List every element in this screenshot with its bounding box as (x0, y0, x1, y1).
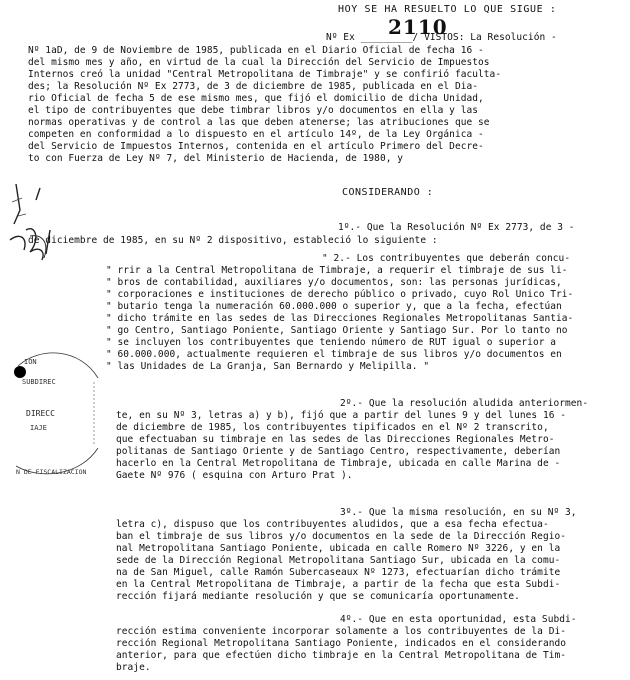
quote-line: " rrir a la Central Metropolitana de Timbraje, a requerir el timbraje de sus li- (106, 265, 568, 276)
paragraph-line: te, en su Nº 3, letras a) y b), fijó que a partir del lunes 9 y del lunes 16 - (116, 410, 567, 421)
paragraph-line: na de San Miguel, calle Ramón Subercaseaux Nº 1273, efectuarían dicho trámite (116, 567, 561, 578)
paragraph-line: 2º.- Que la resolución aludida anteriormen- (340, 398, 589, 409)
paragraph-line: rección Regional Metropolitana Santiago Poniente, indicados en el considerando (116, 638, 567, 649)
paragraph-line: anterior, para que efectúen dicho timbraje en la Central Metropolitana de Tim- (116, 650, 567, 661)
quote-line: " bros de contabilidad, auxiliares y/o documentos, son: las personas jurídicas, (106, 277, 562, 288)
quote-line: " corporaciones e instituciones de derecho público o privado, cuyo Rol Unico Tri- (106, 289, 574, 300)
vistos-line: Internos creó la unidad "Central Metropolitana de Timbraje" y se confirió faculta- (28, 69, 502, 80)
paragraph-line: Gaete Nº 976 ( esquina con Arturo Prat ). (116, 470, 353, 481)
handwritten-scribble (6, 180, 64, 280)
paragraph-line: braje. (116, 662, 151, 673)
paragraph-line: de diciembre de 1985, los contribuyentes tipificados en el Nº 2 transcrito, (116, 422, 549, 433)
vistos-line: des; la Resolución Nº Ex 2773, de 3 de diciembre de 1985, publicada en el Dia- (28, 81, 479, 92)
quote-line: " go Centro, Santiago Poniente, Santiago Oriente y Santiago Sur. Por lo tanto no (106, 325, 568, 336)
paragraph-line: 4º.- Que en esta oportunidad, esta Subdi- (340, 614, 577, 625)
paragraph-line: rección estima conveniente incorporar solamente a los contribuyentes de la Di- (116, 626, 567, 637)
vistos-line: normas operativas y de control a las que deben atenerse; las atribuciones que se (28, 117, 490, 128)
quote-line: " butario tenga la numeración 60.000.000 o superior y, que a la fecha, efectúan (106, 301, 562, 312)
paragraph-line: nal Metropolitana Santiago Poniente, ubicada en calle Romero Nº 3226, y en la (116, 543, 561, 554)
paragraph-line: que efectuaban su timbraje en las sedes de las Direcciones Regionales Metro- (116, 434, 555, 445)
quote-line: " 2.- Los contribuyentes que deberán concu- (322, 253, 571, 264)
quote-line: " dicho trámite en las sedes de las Direcciones Regionales Metropolitanas Santia- (106, 313, 574, 324)
paragraph-line: de diciembre de 1985, en su Nº 2 dispositivo, estableció lo siguiente : (28, 235, 438, 246)
paragraph-line: 1º.- Que la Resolución Nº Ex 2773, de 3 - (338, 222, 575, 233)
paragraph-line: sede de la Dirección Regional Metropolitana Santiago Sur, ubicada en la comu- (116, 555, 561, 566)
vistos-line: del Servicio de Impuestos Internos, contenida en el artículo Primero del Decre- (28, 141, 484, 152)
vistos-line: competen en conformidad a lo dispuesto en el artículo 14º, de la Ley Orgánica - (28, 129, 484, 140)
vistos-line: del mismo mes y año, en virtud de la cual la Dirección del Servicio de Impuestos (28, 57, 490, 68)
vistos-line: Nº 1aD, de 9 de Noviembre de 1985, publicada en el Diario Oficial de fecha 16 - (28, 45, 484, 56)
considerando-heading: CONSIDERANDO : (342, 187, 434, 198)
svg-text:IAJE: IAJE (30, 424, 47, 432)
svg-text:SUBDIREC: SUBDIREC (22, 378, 56, 386)
quote-line: " 60.000.000, actualmente requieren el timbraje de sus libros y/o documentos en (106, 349, 562, 360)
vistos-line: to con Fuerza de Ley Nº 7, del Ministerio de Hacienda, de 1980, y (28, 153, 404, 164)
svg-text:DIRECC: DIRECC (26, 409, 55, 418)
paragraph-line: hacerlo en la Central Metropolitana de Timbraje, ubicada en calle Marina de - (116, 458, 561, 469)
paragraph-line: rección fijará mediante resolución y que se comunicaría oportunamente. (116, 591, 520, 602)
document-header: HOY SE HA RESUELTO LO QUE SIGUE : (338, 4, 557, 15)
quote-line: " se incluyen los contribuyentes que teniendo número de RUT igual o superior a (106, 337, 557, 348)
vistos-line: el tipo de contribuyentes que debe timbrar libros y/o documentos en ella y las (28, 105, 479, 116)
svg-text:ION: ION (24, 358, 37, 366)
resolution-number: 2110 (388, 15, 448, 39)
paragraph-line: 3º.- Que la misma resolución, en su Nº 3, (340, 507, 577, 518)
paragraph-line: letra c), dispuso que los contribuyentes aludidos, que a esa fecha efectua- (116, 519, 549, 530)
paragraph-line: ban el timbraje de sus libros y/o documentos en la sede de la Dirección Regio- (116, 531, 567, 542)
svg-text:N DE FISCALIZACION: N DE FISCALIZACION (16, 468, 87, 476)
paragraph-line: en la Central Metropolitana de Timbraje, a partir de la fecha que esta Subdi- (116, 579, 561, 590)
quote-line: " las Unidades de La Granja, San Bernardo y Melipilla. " (106, 361, 430, 372)
vistos-line: rio Oficial de fecha 5 de ese mismo mes, que fijó el domicilio de dicha Unidad, (28, 93, 484, 104)
official-stamp (10, 348, 102, 478)
paragraph-line: politanas de Santiago Oriente y de Santiago Centro, respectivamente, deberían (116, 446, 561, 457)
vistos-line: Nº Ex _________/ VISTOS: La Resolución - (326, 32, 557, 43)
